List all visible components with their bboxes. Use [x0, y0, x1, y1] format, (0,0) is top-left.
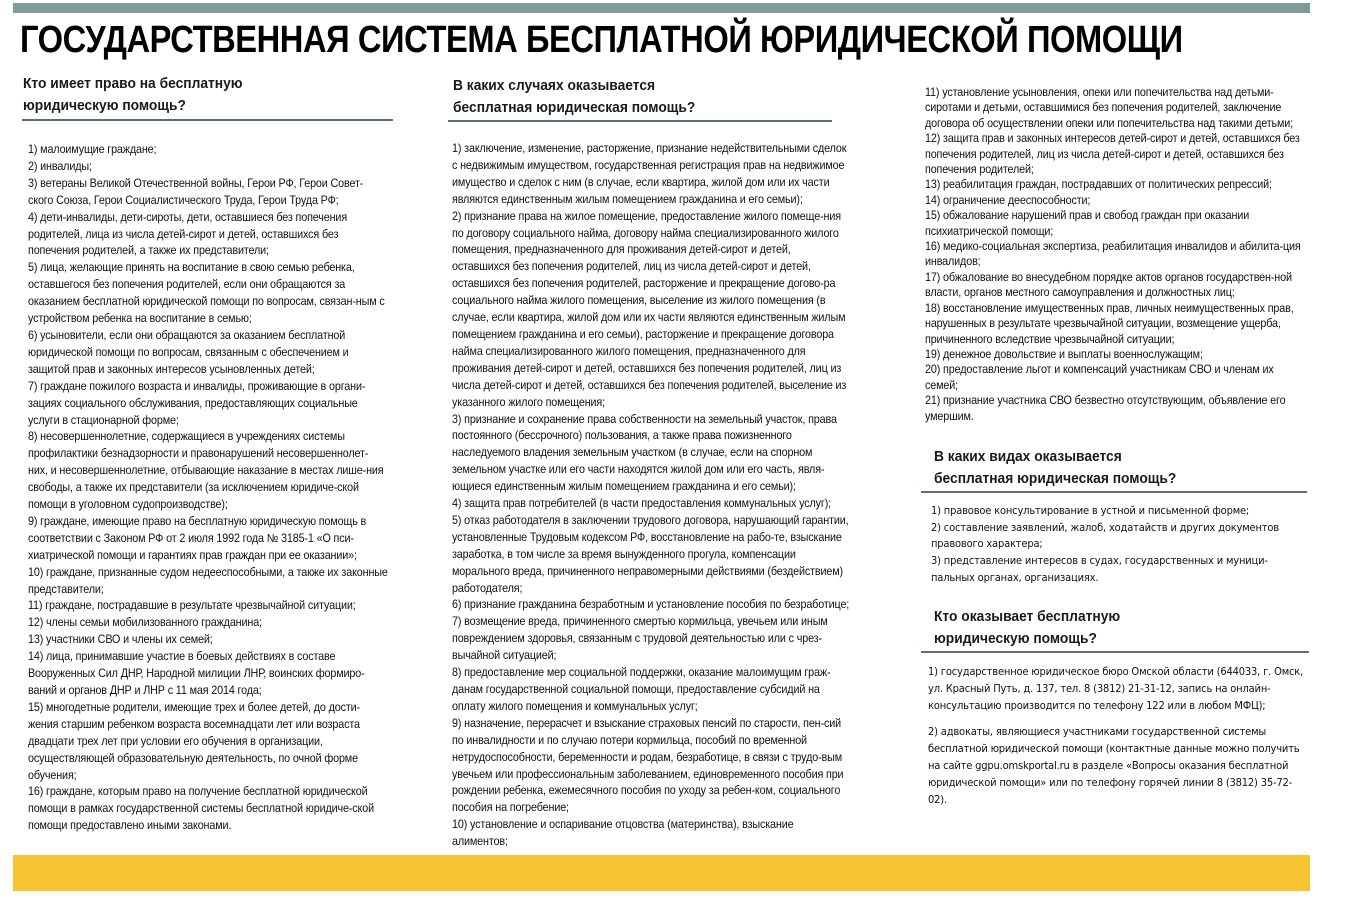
page-title: ГОСУДАРСТВЕННАЯ СИСТЕМА БЕСПЛАТНОЙ ЮРИДИЧЕСКОЙ ПОМОЩИ	[20, 19, 1183, 61]
list-item: 2) признание права на жилое помещение, предоставление жилого помеще-ния по договору социального найма, договору найма специализированного жилого помещения, предназначенного для проживания детей-сирот и детей, оставшихся без попечения родителей, лиц из числа детей-сирот и детей, оставшихся без попечения родителей, расторжение и прекращение догово-ра социального найма жилого помещения, выселение из жилого помещения (в случае, если квартира, жилой дом или их части являются единственным жилым помещением гражданина и его семьи), расторжение и прекращение договора найма специализированного жилого помещения, предназначенного для проживания детей-сирот и детей, оставшихся без попечения родителей, лиц из числа детей-сирот и детей, оставшихся без попечения родителей, выселение из указанного жилого помещения;	[452, 209, 847, 409]
list-item: 14) ограничение дееспособности;	[925, 193, 1091, 207]
heading-cases	[453, 75, 695, 119]
list-item: 7) возмещение вреда, причиненного смертью кормильца, увечьем или иным повреждением здоровья, связанным с трудовой деятельностью или с чрез-вычайной ситуацией;	[452, 615, 828, 663]
list-item: 1) правовое консультирование в устной и письменной форме;	[931, 504, 1250, 517]
list-item: 10) установление и оспаривание отцовства (материнства), взыскание алиментов;	[452, 818, 794, 849]
list-item: 8) несовершеннолетние, содержащиеся в учреждениях системы профилактики безнадзорности и правонарушений несовершеннолет-них, и несовершеннолетние, отбывающие наказание в местах лише-ния свободы, а также их представители (за исключением юридиче-ской помощи в уголовном судопроизводстве);	[28, 430, 384, 512]
list-item: 21) признание участника СВО безвестно отсутствующим, объявление его умершим.	[925, 394, 1286, 423]
list-item: 12) члены семьи мобилизованного гражданина;	[28, 616, 262, 630]
heading-line: В каких случаях оказывается	[453, 77, 656, 94]
list-item: 4) защита прав потребителей (в части предоставления коммунальных услуг);	[452, 497, 832, 511]
bottom-accent-bar	[13, 855, 1310, 891]
list-item: 1) государственное юридическое бюро Омской области (644033, г. Омск, ул. Красный Путь, д. 137, тел. 8 (3812) 21-31-12, запись на онлайн-консультацию производится по телефону 122 или в любом МФЦ);	[928, 665, 1304, 712]
list-item: 2) адвокаты, являющиеся участниками государственной системы бесплатной юридической помощи (контактные данные можно получить на сайте ggpu.omskportal.ru в разделе «Вопросы оказания бесплатной юридической помощи» или по телефону горячей линии 8 (3812) 35-72-02).	[928, 725, 1300, 806]
list-item: 15) многодетные родители, имеющие трех и более детей, до дости-жения старшим ребенком возраста восемнадцати лет или возраста двадцати трех лет при условии его обучения в организации, осуществляющей образовательную деятельность, по очной форме обучения;	[28, 700, 361, 782]
list-item: 9) назначение, перерасчет и взыскание страховых пенсий по старости, пен-сий по инвалидности и по случаю потери кормильца, пособий по временной нетрудоспособности, беременности и родам, безработице, в связи с трудо-вым увечьем или профессиональным заболеванием, единовременного пособия при рождении ребенка, ежемесячного пособия по уходу за ребен-ком, социального пособия на погребение;	[452, 716, 844, 815]
list-item: 16) граждане, которым право на получение бесплатной юридической помощи в рамках государственной системы бесплатной юридиче-ской помощи предоставлено иными законами.	[28, 785, 374, 833]
list-item: 18) восстановление имущественных прав, личных неимущественных прав, нарушенных в результате чрезвычайной ситуации, возмещение ущерба, причиненного вследствие чрезвычайной ситуации;	[925, 301, 1294, 346]
heading-line: юридическую помощь?	[934, 630, 1097, 647]
list-item: 2) инвалиды;	[28, 159, 92, 173]
heading-who-entitled	[23, 73, 243, 117]
list-item: 9) граждане, имеющие право на бесплатную юридическую помощь в соответствии с Законом РФ от 2 июля 1992 года № 3185-1 «О пси-хиатрической помощи и гарантиях прав граждан при ее оказании»;	[28, 514, 367, 562]
list-item: 11) граждане, пострадавшие в результате чрезвычайной ситуации;	[28, 599, 356, 613]
list-item: 6) признание гражданина безработным и установление пособия по безработице;	[452, 598, 850, 612]
list-kinds	[931, 503, 1306, 587]
list-item: 12) защита прав и законных интересов детей-сирот и детей, оставшихся без попечения родителей, лиц из числа детей-сирот и детей, оставшихся без попечения родителей;	[925, 132, 1300, 177]
top-accent-bar	[13, 3, 1310, 13]
list-providers	[928, 664, 1306, 808]
list-item: 16) медико-социальная экспертиза, реабилитация инвалидов и абилита-ция инвалидов;	[925, 240, 1301, 269]
list-who-entitled	[28, 142, 388, 835]
list-item: 7) граждане пожилого возраста и инвалиды, проживающие в органи-зациях социального обслуживания, предоставляющих социальные услуги в стационарной форме;	[28, 379, 366, 427]
list-item: 19) денежное довольствие и выплаты военнослужащим;	[925, 347, 1203, 361]
heading-line: Кто оказывает бесплатную	[934, 608, 1121, 625]
list-item: 3) ветераны Великой Отечественной войны, Герои РФ, Герои Совет-ского Союза, Герои Социалистического Труда, Герои Труда РФ;	[28, 176, 364, 207]
list-item: 20) предоставление льгот и компенсаций участникам СВО и членам их семей;	[925, 363, 1274, 392]
list-item: 10) граждане, признанные судом недееспособными, а также их законные представители;	[28, 565, 388, 596]
list-item: 13) реабилитация граждан, пострадавших от политических репрессий;	[925, 178, 1272, 192]
heading-divider	[448, 120, 832, 122]
list-cases	[452, 141, 850, 851]
list-item: 4) дети-инвалиды, дети-сироты, дети, оставшиеся без попечения родителей, лица из числа детей-сирот и детей, оставшихся без попечения родителей, а также их представители;	[28, 210, 348, 258]
list-item: 3) представление интересов в судах, государственных и муници-пальных органах, организациях.	[931, 554, 1268, 584]
list-item: 3) признание и сохранение права собственности на земельный участок, права постоянного (бессрочного) пользования, а также права пожизненного наследуемого владения земельным участком (в случае, если на спорном земельном участке или его части находятся жилой дом или его часть, явля-ющиеся единственным жилым помещением гражданина и его семьи);	[452, 412, 837, 494]
heading-line: бесплатная юридическая помощь?	[934, 470, 1177, 487]
list-item: 8) предоставление мер социальной поддержки, оказание малоимущим граж-данам государственной социальной помощи, предоставление субсидий на оплату жилого помещения и коммунальных услуг;	[452, 666, 831, 713]
list-item: 13) участники СВО и члены их семей;	[28, 633, 213, 647]
heading-divider	[921, 491, 1307, 493]
heading-providers	[934, 606, 1120, 650]
list-item: 17) обжалование во внесудебном порядке актов органов государствен-ной власти, органов местного самоуправления и должностных лиц;	[925, 270, 1292, 300]
list-item: 1) малоимущие граждане;	[28, 143, 157, 156]
heading-line: Кто имеет право на бесплатную	[23, 75, 243, 92]
heading-line: бесплатная юридическая помощь?	[453, 99, 696, 116]
heading-line: юридическую помощь?	[23, 97, 186, 114]
heading-line: В каких видах оказывается	[934, 448, 1122, 465]
list-item: 2) составление заявлений, жалоб, ходатайств и других документов правового характера;	[931, 520, 1279, 551]
heading-kinds	[934, 446, 1176, 490]
list-item: 5) отказ работодателя в заключении трудового договора, нарушающий гарантии, установленные Трудовым кодексом РФ, восстановление на рабо-те, взыскание заработка, в том числе за время вынужденного прогула, компенсации морального вреда, причиненного неправомерными действиями (бездействием) работодателя;	[452, 513, 849, 595]
list-item: 11) установление усыновления, опеки или попечительства над детьми-сиротами и детьми, оставшимися без попечения родителей, заключение договора об осуществлении опеки или попечительства над такими детьми;	[925, 86, 1294, 130]
heading-divider	[22, 119, 393, 121]
list-item: 6) усыновители, если они обращаются за оказанием бесплатной юридической помощи по вопросам, связанным с обеспечением и защитой прав и законных интересов усыновленных детей;	[28, 328, 349, 376]
list-item: 14) лица, принимавшие участие в боевых действиях в составе Вооруженных Сил ДНР, Народной милиции ЛНР, воинских формиро-ваний и органов ДНР и ЛНР с 11 мая 2014 года;	[28, 650, 365, 697]
list-item: 15) обжалование нарушений прав и свобод граждан при оказании психиатрической помощи;	[925, 209, 1250, 238]
heading-divider	[921, 651, 1309, 653]
list-cases-continued	[925, 85, 1307, 424]
list-item: 1) заключение, изменение, расторжение, признание недействительными сделок с недвижимым имуществом, государственная регистрация прав на недвижимое имущество и сделок с ним (в случае, если квартира, жилой дом или их части являются единственным жилым помещением гражданина и его семьи);	[452, 142, 847, 206]
list-item: 5) лица, желающие принять на воспитание в свою семью ребенка, оставшегося без попечения родителей, если они обращаются за оказанием бесплатной юридической помощи по вопросам, связан-ным с устройством ребенка на воспитание в семью;	[28, 261, 385, 326]
